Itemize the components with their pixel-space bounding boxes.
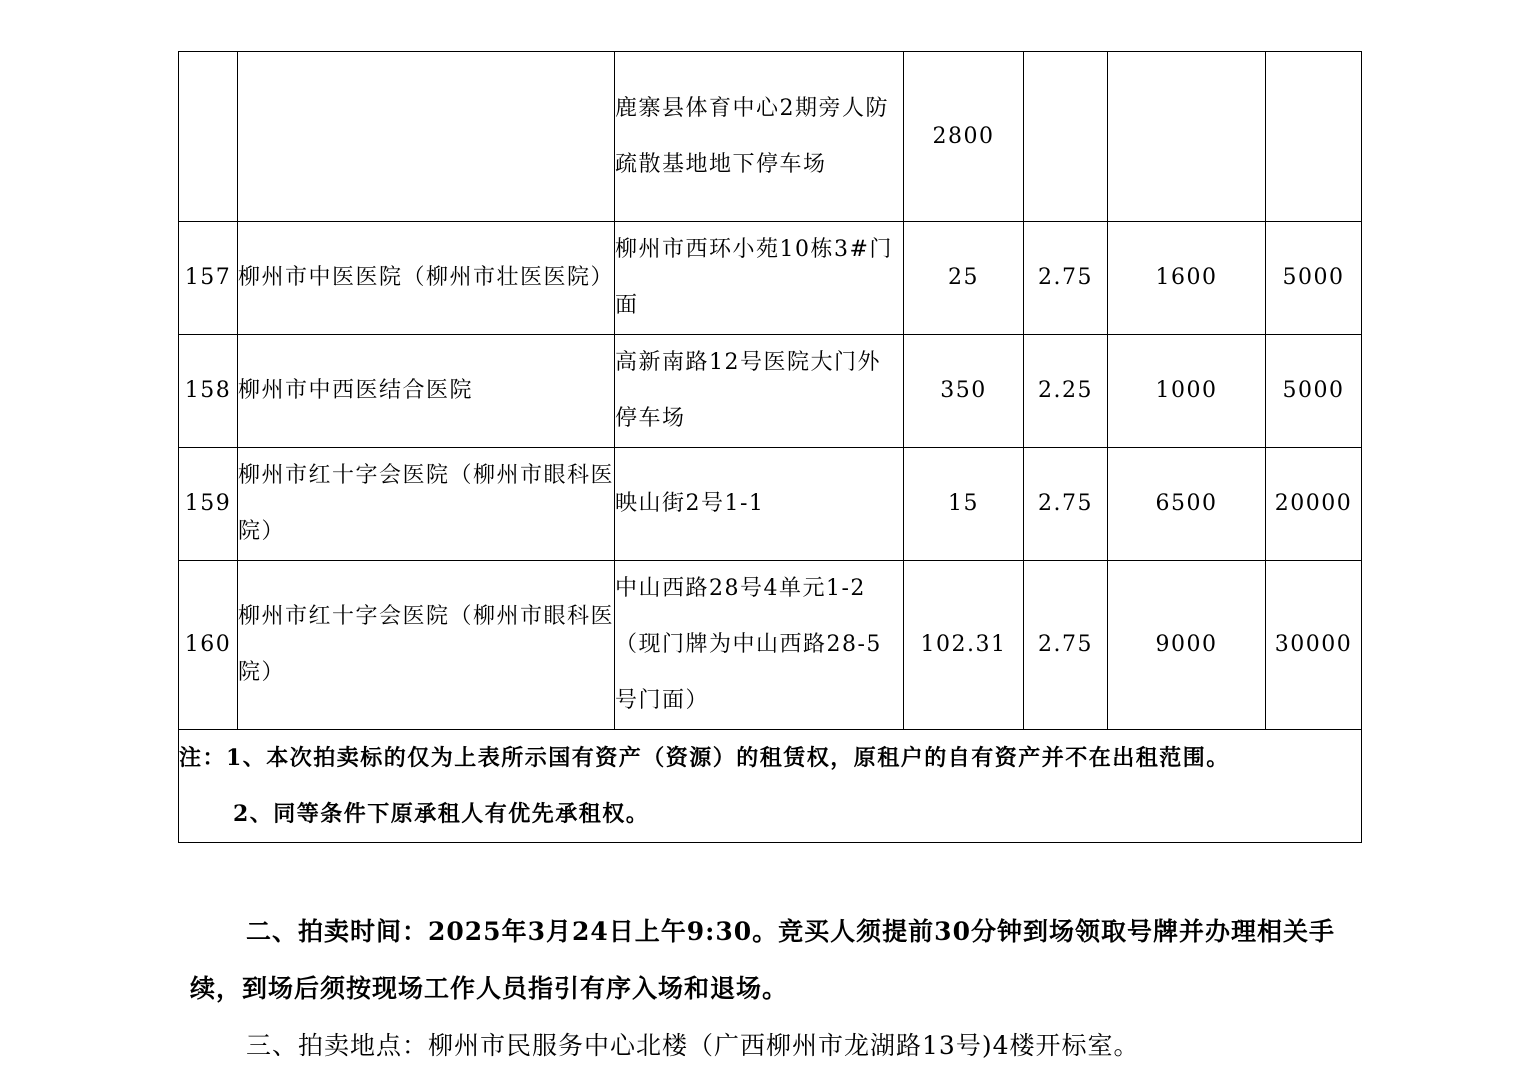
asset-location: 高新南路12号医院大门外停车场: [615, 335, 904, 448]
starting-price: 1600: [1108, 222, 1266, 335]
starting-price: 1000: [1108, 335, 1266, 448]
deposit: 5000: [1266, 335, 1362, 448]
asset-location: 鹿寨县体育中心2期旁人防疏散基地地下停车场: [615, 52, 904, 222]
table-row: [179, 561, 1362, 730]
deposit: 5000: [1266, 222, 1362, 335]
row-number: 158: [179, 335, 238, 448]
deposit: 20000: [1266, 448, 1362, 561]
unit-price: 2.75: [1024, 448, 1108, 561]
starting-price: 9000: [1108, 561, 1266, 730]
table-row: [179, 222, 1362, 335]
area: 350: [904, 335, 1024, 448]
unit-name: 柳州市中西医结合医院: [238, 335, 615, 448]
deposit: 30000: [1266, 561, 1362, 730]
note-row: [179, 730, 1362, 843]
lease-table: [178, 51, 1362, 843]
starting-price: [1108, 52, 1266, 222]
unit-name: 柳州市中医医院（柳州市壮医医院）: [238, 222, 615, 335]
auction-time-text: 二、拍卖时间：2025年3月24日上午9:30。竞买人须提前30分钟到场领取号牌并办理相关手续，到场后须按现场工作人员指引有序入场和退场。: [190, 917, 1335, 1003]
row-number: [179, 52, 238, 222]
note-item-2: 2、同等条件下原承租人有优先承租权。: [233, 801, 650, 827]
asset-location: 中山西路28号4单元1-2（现门牌为中山西路28-5号门面）: [615, 561, 904, 730]
auction-time-paragraph: [190, 903, 1355, 1017]
deposit: [1266, 52, 1362, 222]
table-note: [179, 730, 1362, 843]
asset-location: 柳州市西环小苑10栋3#门面: [615, 222, 904, 335]
unit-price: [1024, 52, 1108, 222]
unit-name: 柳州市红十字会医院（柳州市眼科医院）: [238, 448, 615, 561]
row-number: 160: [179, 561, 238, 730]
table-row: [179, 448, 1362, 561]
unit-name: [238, 52, 615, 222]
area: 15: [904, 448, 1024, 561]
auction-location-paragraph: [190, 1017, 1355, 1074]
starting-price: 6500: [1108, 448, 1266, 561]
unit-price: 2.25: [1024, 335, 1108, 448]
area: 102.31: [904, 561, 1024, 730]
table-row: [179, 52, 1362, 222]
row-number: 159: [179, 448, 238, 561]
unit-price: 2.75: [1024, 222, 1108, 335]
area: 2800: [904, 52, 1024, 222]
area: 25: [904, 222, 1024, 335]
unit-name: 柳州市红十字会医院（柳州市眼科医院）: [238, 561, 615, 730]
unit-price: 2.75: [1024, 561, 1108, 730]
auction-location-text: 三、拍卖地点：柳州市民服务中心北楼（广西柳州市龙湖路13号)4楼开标室。: [246, 1031, 1140, 1060]
table-row: [179, 335, 1362, 448]
note-item-1: 注：1、本次拍卖标的仅为上表所示国有资产（资源）的租赁权，原租户的自有资产并不在出租范围。: [179, 745, 1230, 771]
asset-location: 映山街2号1-1: [615, 448, 904, 561]
row-number: 157: [179, 222, 238, 335]
